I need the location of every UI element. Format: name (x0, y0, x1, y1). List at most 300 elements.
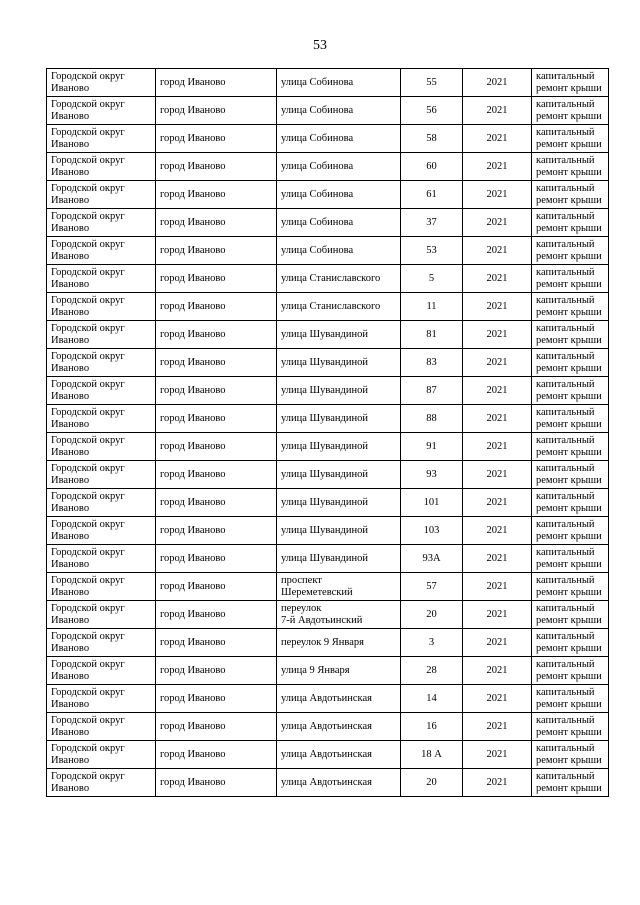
roof-repair-table (46, 68, 609, 797)
district-cell (47, 69, 156, 97)
city-cell: город Иваново (156, 685, 277, 713)
year-cell: 2021 (463, 349, 532, 377)
district-cell-line: Городской округ (51, 378, 125, 390)
table-row (47, 601, 609, 629)
work-type-cell (532, 293, 609, 321)
work-type-cell-line: капитальный (536, 602, 595, 614)
work-type-cell-line: ремонт крыши (536, 110, 602, 122)
district-cell-line: Иваново (51, 642, 90, 654)
work-type-cell-line: ремонт крыши (536, 82, 602, 94)
year-cell: 2021 (463, 517, 532, 545)
table-row (47, 265, 609, 293)
page-number: 53 (313, 38, 327, 53)
city-cell: город Иваново (156, 657, 277, 685)
street-cell (277, 153, 401, 181)
house-number-cell: 53 (401, 237, 463, 265)
street-cell (277, 685, 401, 713)
table-row (47, 685, 609, 713)
street-cell-line: улица Собинова (281, 104, 354, 116)
street-cell (277, 433, 401, 461)
street-cell-line: улица 9 Января (281, 664, 350, 676)
work-type-cell (532, 69, 609, 97)
work-type-cell-line: ремонт крыши (536, 334, 602, 346)
work-type-cell-line: капитальный (536, 714, 595, 726)
district-cell-line: Городской округ (51, 210, 125, 222)
house-number-cell: 11 (401, 293, 463, 321)
street-cell (277, 629, 401, 657)
year-cell: 2021 (463, 461, 532, 489)
work-type-cell-line: ремонт крыши (536, 670, 602, 682)
house-number-cell: 57 (401, 573, 463, 601)
district-cell (47, 209, 156, 237)
work-type-cell-line: ремонт крыши (536, 418, 602, 430)
district-cell-line: Иваново (51, 754, 90, 766)
year-cell: 2021 (463, 601, 532, 629)
year-cell: 2021 (463, 741, 532, 769)
work-type-cell (532, 685, 609, 713)
city-cell: город Иваново (156, 209, 277, 237)
work-type-cell-line: капитальный (536, 406, 595, 418)
city-cell: город Иваново (156, 349, 277, 377)
street-cell-line: улица Шувандиной (281, 552, 368, 564)
street-cell (277, 181, 401, 209)
year-cell: 2021 (463, 405, 532, 433)
house-number-cell: 55 (401, 69, 463, 97)
street-cell (277, 293, 401, 321)
street-cell-line: улица Шувандиной (281, 328, 368, 340)
district-cell (47, 265, 156, 293)
year-cell: 2021 (463, 237, 532, 265)
table-row (47, 629, 609, 657)
district-cell (47, 573, 156, 601)
district-cell-line: Городской округ (51, 294, 125, 306)
district-cell (47, 125, 156, 153)
work-type-cell-line: капитальный (536, 378, 595, 390)
work-type-cell-line: ремонт крыши (536, 726, 602, 738)
district-cell (47, 321, 156, 349)
work-type-cell-line: капитальный (536, 154, 595, 166)
work-type-cell (532, 629, 609, 657)
year-cell: 2021 (463, 265, 532, 293)
work-type-cell-line: капитальный (536, 658, 595, 670)
city-cell: город Иваново (156, 293, 277, 321)
district-cell (47, 405, 156, 433)
year-cell: 2021 (463, 293, 532, 321)
street-cell-line: улица Собинова (281, 244, 354, 256)
district-cell-line: Иваново (51, 418, 90, 430)
work-type-cell-line: капитальный (536, 322, 595, 334)
district-cell (47, 545, 156, 573)
district-cell-line: Городской округ (51, 602, 125, 614)
work-type-cell-line: ремонт крыши (536, 390, 602, 402)
table-row (47, 769, 609, 797)
street-cell-line: улица Шувандиной (281, 384, 368, 396)
work-type-cell (532, 181, 609, 209)
district-cell-line: Городской округ (51, 630, 125, 642)
year-cell: 2021 (463, 377, 532, 405)
street-cell (277, 349, 401, 377)
work-type-cell (532, 405, 609, 433)
work-type-cell (532, 573, 609, 601)
district-cell-line: Иваново (51, 306, 90, 318)
year-cell: 2021 (463, 181, 532, 209)
district-cell-line: Городской округ (51, 434, 125, 446)
house-number-cell: 58 (401, 125, 463, 153)
table-row (47, 741, 609, 769)
city-cell: город Иваново (156, 713, 277, 741)
work-type-cell (532, 489, 609, 517)
work-type-cell-line: ремонт крыши (536, 194, 602, 206)
work-type-cell (532, 601, 609, 629)
street-cell-line: улица Собинова (281, 132, 354, 144)
district-cell-line: Городской округ (51, 266, 125, 278)
district-cell (47, 377, 156, 405)
work-type-cell-line: ремонт крыши (536, 446, 602, 458)
work-type-cell (532, 125, 609, 153)
city-cell: город Иваново (156, 181, 277, 209)
district-cell-line: Городской округ (51, 182, 125, 194)
work-type-cell-line: ремонт крыши (536, 306, 602, 318)
street-cell (277, 237, 401, 265)
work-type-cell-line: капитальный (536, 518, 595, 530)
work-type-cell-line: капитальный (536, 742, 595, 754)
district-cell-line: Городской округ (51, 490, 125, 502)
city-cell: город Иваново (156, 601, 277, 629)
year-cell: 2021 (463, 713, 532, 741)
work-type-cell (532, 321, 609, 349)
table-row (47, 657, 609, 685)
work-type-cell-line: ремонт крыши (536, 754, 602, 766)
street-cell-line: Шереметевский (281, 586, 353, 598)
district-cell-line: Городской округ (51, 406, 125, 418)
table-row (47, 405, 609, 433)
city-cell: город Иваново (156, 489, 277, 517)
table-row (47, 377, 609, 405)
work-type-cell-line: капитальный (536, 546, 595, 558)
district-cell-line: Иваново (51, 698, 90, 710)
house-number-cell: 61 (401, 181, 463, 209)
table-row (47, 489, 609, 517)
district-cell (47, 769, 156, 797)
work-type-cell-line: ремонт крыши (536, 362, 602, 374)
year-cell: 2021 (463, 69, 532, 97)
district-cell-line: Иваново (51, 558, 90, 570)
district-cell (47, 601, 156, 629)
house-number-cell: 18 А (401, 741, 463, 769)
year-cell: 2021 (463, 433, 532, 461)
work-type-cell (532, 153, 609, 181)
district-cell-line: Иваново (51, 166, 90, 178)
district-cell-line: Иваново (51, 138, 90, 150)
district-cell-line: Городской округ (51, 98, 125, 110)
district-cell-line: Городской округ (51, 574, 125, 586)
street-cell-line: улица Шувандиной (281, 468, 368, 480)
table-row (47, 153, 609, 181)
district-cell-line: Иваново (51, 474, 90, 486)
work-type-cell-line: капитальный (536, 434, 595, 446)
district-cell-line: Городской округ (51, 518, 125, 530)
house-number-cell: 5 (401, 265, 463, 293)
work-type-cell-line: ремонт крыши (536, 614, 602, 626)
table-row (47, 461, 609, 489)
street-cell-line: переулок 9 Января (281, 636, 364, 648)
house-number-cell: 20 (401, 601, 463, 629)
district-cell (47, 489, 156, 517)
table-row (47, 209, 609, 237)
work-type-cell-line: ремонт крыши (536, 642, 602, 654)
district-cell-line: Иваново (51, 362, 90, 374)
district-cell (47, 97, 156, 125)
street-cell (277, 97, 401, 125)
year-cell: 2021 (463, 573, 532, 601)
year-cell: 2021 (463, 125, 532, 153)
table-row (47, 545, 609, 573)
city-cell: город Иваново (156, 153, 277, 181)
work-type-cell-line: капитальный (536, 98, 595, 110)
district-cell-line: Иваново (51, 390, 90, 402)
year-cell: 2021 (463, 489, 532, 517)
work-type-cell (532, 349, 609, 377)
work-type-cell-line: капитальный (536, 238, 595, 250)
table-row (47, 293, 609, 321)
work-type-cell (532, 237, 609, 265)
district-cell-line: Городской округ (51, 70, 125, 82)
street-cell (277, 489, 401, 517)
work-type-cell-line: капитальный (536, 686, 595, 698)
table-row (47, 97, 609, 125)
work-type-cell (532, 713, 609, 741)
work-type-cell-line: капитальный (536, 630, 595, 642)
street-cell-line: проспект (281, 574, 322, 586)
table-row (47, 321, 609, 349)
table-row (47, 69, 609, 97)
district-cell-line: Городской округ (51, 546, 125, 558)
house-number-cell: 87 (401, 377, 463, 405)
work-type-cell (532, 97, 609, 125)
street-cell (277, 265, 401, 293)
district-cell-line: Иваново (51, 82, 90, 94)
work-type-cell-line: ремонт крыши (536, 222, 602, 234)
city-cell: город Иваново (156, 741, 277, 769)
district-cell (47, 713, 156, 741)
district-cell-line: Иваново (51, 614, 90, 626)
table-row (47, 237, 609, 265)
street-cell (277, 769, 401, 797)
street-cell-line: улица Авдотьинская (281, 776, 372, 788)
work-type-cell-line: ремонт крыши (536, 138, 602, 150)
city-cell: город Иваново (156, 237, 277, 265)
street-cell (277, 657, 401, 685)
street-cell-line: улица Собинова (281, 188, 354, 200)
house-number-cell: 37 (401, 209, 463, 237)
district-cell (47, 629, 156, 657)
city-cell: город Иваново (156, 405, 277, 433)
house-number-cell: 88 (401, 405, 463, 433)
work-type-cell-line: ремонт крыши (536, 558, 602, 570)
district-cell-line: Городской округ (51, 686, 125, 698)
district-cell-line: Городской округ (51, 742, 125, 754)
street-cell-line: улица Собинова (281, 160, 354, 172)
district-cell (47, 237, 156, 265)
work-type-cell (532, 433, 609, 461)
work-type-cell (532, 769, 609, 797)
street-cell (277, 321, 401, 349)
year-cell: 2021 (463, 545, 532, 573)
house-number-cell: 93А (401, 545, 463, 573)
district-cell (47, 517, 156, 545)
street-cell (277, 601, 401, 629)
street-cell-line: улица Шувандиной (281, 440, 368, 452)
year-cell: 2021 (463, 629, 532, 657)
street-cell-line: улица Собинова (281, 216, 354, 228)
house-number-cell: 101 (401, 489, 463, 517)
district-cell-line: Городской округ (51, 350, 125, 362)
table-row (47, 433, 609, 461)
table-row (47, 713, 609, 741)
street-cell-line: улица Станиславского (281, 272, 381, 284)
city-cell: город Иваново (156, 265, 277, 293)
street-cell (277, 209, 401, 237)
work-type-cell (532, 657, 609, 685)
work-type-cell-line: капитальный (536, 266, 595, 278)
city-cell: город Иваново (156, 377, 277, 405)
work-type-cell-line: капитальный (536, 210, 595, 222)
work-type-cell (532, 517, 609, 545)
table-body (47, 69, 609, 797)
district-cell-line: Иваново (51, 502, 90, 514)
year-cell: 2021 (463, 97, 532, 125)
district-cell-line: Иваново (51, 446, 90, 458)
street-cell (277, 573, 401, 601)
district-cell (47, 685, 156, 713)
district-cell-line: Иваново (51, 110, 90, 122)
street-cell-line: улица Авдотьинская (281, 692, 372, 704)
city-cell: город Иваново (156, 433, 277, 461)
district-cell-line: Иваново (51, 586, 90, 598)
city-cell: город Иваново (156, 125, 277, 153)
city-cell: город Иваново (156, 97, 277, 125)
work-type-cell-line: ремонт крыши (536, 698, 602, 710)
street-cell-line: улица Шувандиной (281, 412, 368, 424)
work-type-cell-line: капитальный (536, 350, 595, 362)
street-cell-line: переулок (281, 602, 322, 614)
street-cell-line: улица Шувандиной (281, 524, 368, 536)
house-number-cell: 93 (401, 461, 463, 489)
work-type-cell-line: капитальный (536, 70, 595, 82)
city-cell: город Иваново (156, 769, 277, 797)
year-cell: 2021 (463, 685, 532, 713)
work-type-cell-line: ремонт крыши (536, 166, 602, 178)
city-cell: город Иваново (156, 573, 277, 601)
city-cell: город Иваново (156, 545, 277, 573)
district-cell-line: Городской округ (51, 322, 125, 334)
house-number-cell: 56 (401, 97, 463, 125)
district-cell-line: Городской округ (51, 714, 125, 726)
street-cell (277, 545, 401, 573)
year-cell: 2021 (463, 321, 532, 349)
district-cell-line: Иваново (51, 278, 90, 290)
work-type-cell (532, 461, 609, 489)
work-type-cell (532, 545, 609, 573)
year-cell: 2021 (463, 209, 532, 237)
house-number-cell: 91 (401, 433, 463, 461)
work-type-cell-line: капитальный (536, 126, 595, 138)
district-cell (47, 349, 156, 377)
house-number-cell: 60 (401, 153, 463, 181)
district-cell-line: Иваново (51, 782, 90, 794)
work-type-cell-line: капитальный (536, 574, 595, 586)
house-number-cell: 28 (401, 657, 463, 685)
district-cell (47, 433, 156, 461)
house-number-cell: 103 (401, 517, 463, 545)
city-cell: город Иваново (156, 517, 277, 545)
city-cell: город Иваново (156, 321, 277, 349)
street-cell (277, 69, 401, 97)
district-cell-line: Городской округ (51, 154, 125, 166)
district-cell-line: Городской округ (51, 462, 125, 474)
street-cell-line: улица Шувандиной (281, 356, 368, 368)
year-cell: 2021 (463, 769, 532, 797)
work-type-cell-line: капитальный (536, 294, 595, 306)
district-cell-line: Городской округ (51, 126, 125, 138)
work-type-cell (532, 377, 609, 405)
house-number-cell: 20 (401, 769, 463, 797)
district-cell (47, 741, 156, 769)
work-type-cell (532, 209, 609, 237)
year-cell: 2021 (463, 153, 532, 181)
table-row (47, 125, 609, 153)
work-type-cell-line: ремонт крыши (536, 530, 602, 542)
work-type-cell-line: ремонт крыши (536, 782, 602, 794)
work-type-cell-line: ремонт крыши (536, 586, 602, 598)
district-cell (47, 461, 156, 489)
work-type-cell-line: ремонт крыши (536, 278, 602, 290)
district-cell-line: Иваново (51, 726, 90, 738)
district-cell-line: Иваново (51, 530, 90, 542)
work-type-cell-line: капитальный (536, 462, 595, 474)
street-cell-line: улица Шувандиной (281, 496, 368, 508)
district-cell (47, 181, 156, 209)
work-type-cell-line: ремонт крыши (536, 502, 602, 514)
work-type-cell-line: ремонт крыши (536, 474, 602, 486)
table-row (47, 181, 609, 209)
district-cell-line: Городской округ (51, 658, 125, 670)
house-number-cell: 81 (401, 321, 463, 349)
street-cell-line: улица Авдотьинская (281, 748, 372, 760)
street-cell (277, 713, 401, 741)
house-number-cell: 83 (401, 349, 463, 377)
district-cell-line: Иваново (51, 194, 90, 206)
work-type-cell (532, 741, 609, 769)
street-cell (277, 741, 401, 769)
street-cell (277, 377, 401, 405)
street-cell-line: 7-й Авдотьинский (281, 614, 363, 626)
city-cell: город Иваново (156, 629, 277, 657)
district-cell-line: Городской округ (51, 770, 125, 782)
district-cell-line: Городской округ (51, 238, 125, 250)
work-type-cell-line: капитальный (536, 490, 595, 502)
district-cell (47, 657, 156, 685)
city-cell: город Иваново (156, 69, 277, 97)
table-row (47, 573, 609, 601)
table-row (47, 517, 609, 545)
year-cell: 2021 (463, 657, 532, 685)
table-row (47, 349, 609, 377)
street-cell-line: улица Авдотьинская (281, 720, 372, 732)
work-type-cell-line: капитальный (536, 770, 595, 782)
work-type-cell-line: ремонт крыши (536, 250, 602, 262)
work-type-cell-line: капитальный (536, 182, 595, 194)
